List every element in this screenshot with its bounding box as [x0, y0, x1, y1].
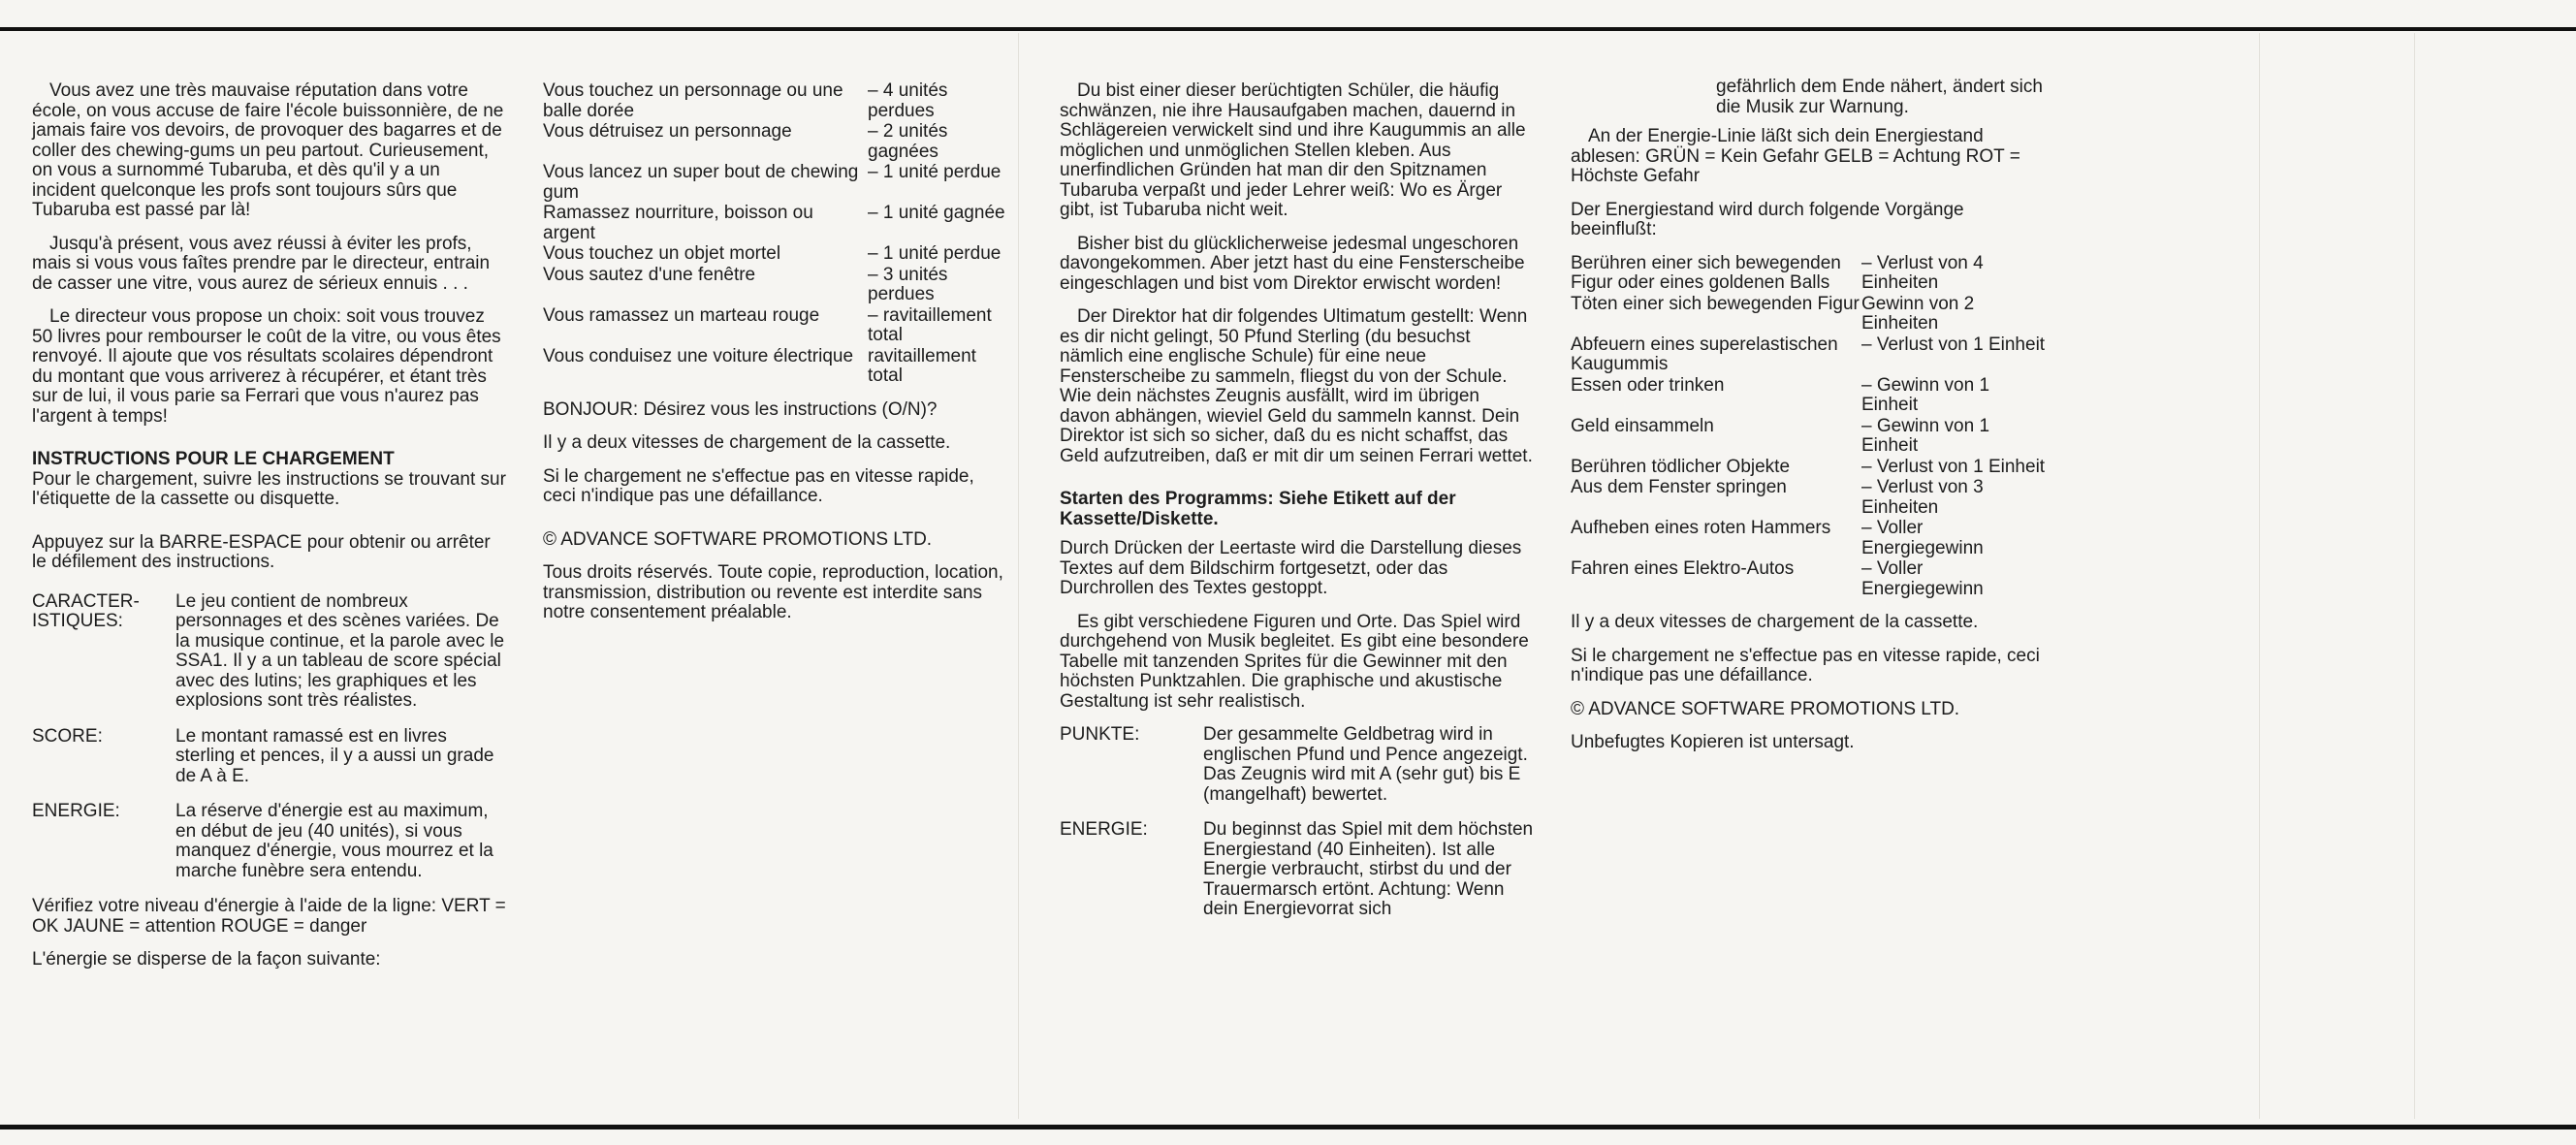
- body-paragraph: Si le chargement ne s'effectue pas en vitesse rapide, ceci n'indique pas une défaillance.: [543, 465, 974, 506]
- table-cell-effect: ravitaillement total: [868, 345, 976, 386]
- definition-description: Le jeu contient de nombreux personnages et des scènes variées. De la musique continue, et la parole avec le SSA1. Il y a un tableau de score spécial avec des lutins; les graphiques et les explosions sont très réalistes.: [175, 590, 505, 711]
- column-german-energy: [1571, 78, 2046, 767]
- rights-notice: Unbefugtes Kopieren ist untersagt.: [1571, 732, 1855, 752]
- table-cell-action: Berühren tödlicher Objekte: [1571, 456, 1791, 477]
- body-paragraph: L'énergie se disperse de la façon suivante:: [32, 949, 381, 970]
- table-row: [1571, 519, 2046, 558]
- body-paragraph: Vérifiez votre niveau d'énergie à l'aide de la ligne: VERT = OK JAUNE = attention ROUGE = danger: [32, 896, 506, 937]
- table-cell-action: Vous détruisez un personnage: [543, 121, 792, 142]
- rights-notice: Tous droits réservés. Toute copie, reproduction, location, transmission, distribution ou revente est interdite sans notre consentement préalable.: [543, 562, 1003, 622]
- table-row: [1571, 254, 2046, 294]
- definition-term: CARACTER-ISTIQUES:: [32, 590, 140, 631]
- top-rule: [0, 27, 2576, 31]
- column-german-intro: [1060, 81, 1535, 936]
- copyright-notice: © ADVANCE SOFTWARE PROMOTIONS LTD.: [1571, 698, 1960, 719]
- table-row: [543, 163, 1008, 203]
- definition-description: Der gesammelte Geldbetrag wird in englischen Pfund und Pence angezeigt. Das Zeugnis wird mit A (sehr gut) bis E (mangelhaft) bewertet.: [1203, 724, 1528, 805]
- column-french-intro: [32, 81, 507, 984]
- story-paragraph: Bisher bist du glücklicherweise jedesmal ungeschoren davongekommen. Aber jetzt hast du eine Fensterscheibe eingeschlagen und bist vom Direktor erwischt worden!: [1060, 233, 1525, 294]
- story-paragraph: Jusqu'à présent, vous avez réussi à éviter les profs, mais si vous vous faîtes prendre par le directeur, entrain de casser une vitre, vous aurez de sérieux ennuis . . .: [32, 233, 491, 294]
- table-cell-action: Ramassez nourriture, boisson ou argent: [543, 203, 813, 243]
- table-cell-effect: – 1 unité perdue: [868, 243, 1002, 264]
- definition-list: [32, 592, 507, 882]
- table-cell-action: Vous touchez un personnage ou une balle dorée: [543, 80, 843, 121]
- definition-term: PUNKTE:: [1060, 724, 1140, 745]
- table-row: [543, 306, 1008, 346]
- table-row: [1571, 417, 2046, 457]
- table-row: [1571, 478, 2046, 518]
- story-paragraph: Du bist einer dieser berüchtigten Schüler, die häufig schwänzen, nie ihre Hausaufgaben machen, dauernd in Schlägereien verwickelt sind und ihre Kaugummis an alle möglichen und unmöglichen Stellen kleben. Aus unerfindlichen Gründen hat man dir den Spitznamen Tubaruba verpaßt und jeder Lehrer weiß: Wo es Ärger gibt, ist Tubaruba nicht weit.: [1060, 80, 1526, 220]
- table-cell-effect: – Voller Energiegewinn: [1861, 518, 1984, 558]
- table-row: [543, 81, 1008, 121]
- definition-description: Le montant ramassé est en livres sterling et pences, il y a aussi un grade de A à E.: [175, 725, 494, 786]
- definition-item: [32, 727, 507, 787]
- story-paragraph: Der Direktor hat dir folgendes Ultimatum gestellt: Wenn es dir nicht gelingt, 50 Pfund Sterling (du besuchst nämlich eine englische Schule) für eine neue Fensterscheibe zu sammeln, fliegst du von der Schule. Wie dein nächstes Zeugnis ausfällt, wird im übrigen davon abhängen, wieviel Geld du sammeln kannst. Dein Direktor ist sich so sicher, daß du es nicht schaffst, das Geld aufzutreiben, daß er mit dir um seinen Ferrari wettet.: [1060, 306, 1533, 466]
- table-row: [543, 204, 1008, 243]
- definition-item: [1060, 725, 1535, 805]
- definition-description: La réserve d'énergie est au maximum, en début de jeu (40 unités), si vous manquez d'énergie, vous mourrez et la marche funèbre sera entendu.: [175, 801, 493, 881]
- table-cell-effect: – Voller Energiegewinn: [1861, 558, 1984, 599]
- table-cell-action: Vous lancez un super bout de chewing gum: [543, 162, 859, 203]
- table-row: [1571, 335, 2046, 375]
- definition-item: [32, 802, 507, 881]
- table-row: [543, 122, 1008, 162]
- table-cell-effect: Gewinn von 2 Einheiten: [1861, 293, 1975, 334]
- table-cell-effect: – Gewinn von 1 Einheit: [1861, 415, 1990, 456]
- bottom-rule: [0, 1125, 2576, 1129]
- definition-description: Du beginnst das Spiel mit dem höchsten Energiestand (40 Einheiten). Ist alle Energie verbraucht, stirbst du und der Trauermarsch ertönt. Achtung: Wenn dein Energievorrat sich: [1203, 819, 1534, 919]
- table-cell-effect: – 4 unités perdues: [868, 80, 948, 121]
- section-heading: Starten des Programms: Siehe Etikett auf der Kassette/Diskette.: [1060, 489, 1456, 529]
- table-cell-action: Geld einsammeln: [1571, 415, 1714, 436]
- table-cell-action: Aufheben eines roten Hammers: [1571, 518, 1831, 538]
- body-paragraph: Si le chargement ne s'effectue pas en vitesse rapide, ceci n'indique pas une défaillance.: [1571, 645, 2040, 685]
- story-paragraph: Le directeur vous propose un choix: soit vous trouvez 50 livres pour rembourser le coût de la vitre, ou vous êtes renvoyé. Il ajoute que vos résultats scolaires dépendront du montant que vous arriverez à récupérer, et étant très sur de lui, il vous parie sa Ferrari que vous n'aurez pas l'argent à temps!: [32, 306, 501, 427]
- table-cell-action: Berühren einer sich bewegenden Figur oder eines goldenen Balls: [1571, 252, 1841, 293]
- definition-item: [32, 592, 507, 712]
- table-row: [543, 244, 1008, 265]
- table-cell-effect: – Verlust von 4 Einheiten: [1861, 252, 1984, 293]
- table-cell-effect: – Verlust von 1 Einheit: [1861, 456, 2046, 477]
- table-cell-action: Vous touchez un objet mortel: [543, 243, 781, 264]
- table-cell-action: Vous conduisez une voiture électrique: [543, 345, 854, 366]
- body-paragraph: Es gibt verschiedene Figuren und Orte. Das Spiel wird durchgehend von Musik begleitet. Es gibt eine besondere Tabelle mit tanzenden Sprites für die Gewinner mit den höchsten Punktzahlen. Die graphische und akustische Gestaltung ist sehr realistisch.: [1060, 611, 1529, 712]
- table-row: [1571, 458, 2046, 478]
- table-cell-effect: – Gewinn von 1 Einheit: [1861, 374, 1990, 415]
- fold-line: [1018, 33, 1019, 1119]
- table-row: [1571, 559, 2046, 599]
- story-paragraph: Vous avez une très mauvaise réputation dans votre école, on vous accuse de faire l'école buissonnière, de ne jamais faire vos devoirs, de provoquer des bagarres et de coller des chewing-gums un peu partout. Curieusement, on vous a surnommé Tubaruba, et dès qu'il y a un incident quelconque les profs sont toujours sûrs que Tubaruba est passé par là!: [32, 80, 504, 220]
- body-paragraph: Il y a deux vitesses de chargement de la cassette.: [1571, 612, 1979, 632]
- definition-item: [1060, 820, 1535, 920]
- table-row: [1571, 376, 2046, 416]
- body-paragraph: Durch Drücken der Leertaste wird die Darstellung dieses Textes auf dem Bildschirm fortgesetzt, oder das Durchrollen des Textes gestoppt.: [1060, 538, 1522, 598]
- table-cell-action: Abfeuern eines superelastischen Kaugummis: [1571, 334, 1838, 374]
- continued-text: gefährlich dem Ende nähert, ändert sich die Musik zur Warnung.: [1716, 77, 2043, 117]
- energy-table: [543, 81, 1008, 387]
- section-heading: INSTRUCTIONS POUR LE CHARGEMENT: [32, 449, 395, 469]
- table-row: [543, 347, 1008, 387]
- energy-table: [1571, 254, 2046, 600]
- table-cell-action: Töten einer sich bewegenden Figur: [1571, 293, 1860, 314]
- definition-term: ENERGIE:: [1060, 819, 1148, 840]
- body-paragraph: Der Energiestand wird durch folgende Vorgänge beeinflußt:: [1571, 199, 1964, 239]
- fold-line: [2414, 33, 2415, 1119]
- body-paragraph: Pour le chargement, suivre les instructions se trouvant sur l'étiquette de la cassette ou disquette.: [32, 468, 506, 509]
- definition-term: SCORE:: [32, 725, 103, 747]
- table-cell-action: Vous sautez d'une fenêtre: [543, 264, 756, 285]
- table-cell-action: Aus dem Fenster springen: [1571, 477, 1787, 497]
- table-cell-action: Essen oder trinken: [1571, 374, 1725, 396]
- table-cell-effect: – 1 unité gagnée: [868, 203, 1005, 223]
- body-paragraph: Appuyez sur la BARRE-ESPACE pour obtenir ou arrêter le défilement des instructions.: [32, 531, 491, 572]
- table-cell-effect: – Verlust von 3 Einheiten: [1861, 477, 1984, 518]
- table-cell-effect: – ravitaillement total: [868, 304, 992, 345]
- table-cell-effect: – Verlust von 1 Einheit: [1861, 334, 2046, 355]
- definition-term: ENERGIE:: [32, 801, 120, 821]
- table-cell-action: Vous ramassez un marteau rouge: [543, 304, 820, 326]
- fold-line: [2259, 33, 2260, 1119]
- table-row: [543, 266, 1008, 305]
- body-paragraph: Il y a deux vitesses de chargement de la cassette.: [543, 432, 951, 453]
- table-cell-effect: – 3 unités perdues: [868, 264, 948, 304]
- definition-list: [1060, 725, 1535, 920]
- table-cell-effect: – 2 unités gagnées: [868, 121, 948, 162]
- copyright-notice: © ADVANCE SOFTWARE PROMOTIONS LTD.: [543, 528, 933, 550]
- body-paragraph: An der Energie-Linie läßt sich dein Energiestand ablesen: GRÜN = Kein Gefahr GELB = Achtung ROT = Höchste Gefahr: [1571, 126, 2020, 186]
- column-french-energy: [543, 81, 1008, 637]
- table-cell-action: Fahren eines Elektro-Autos: [1571, 558, 1795, 579]
- prompt-text: BONJOUR: Désirez vous les instructions (O/N)?: [543, 398, 938, 420]
- table-row: [1571, 295, 2046, 334]
- table-cell-effect: – 1 unité perdue: [868, 162, 1002, 182]
